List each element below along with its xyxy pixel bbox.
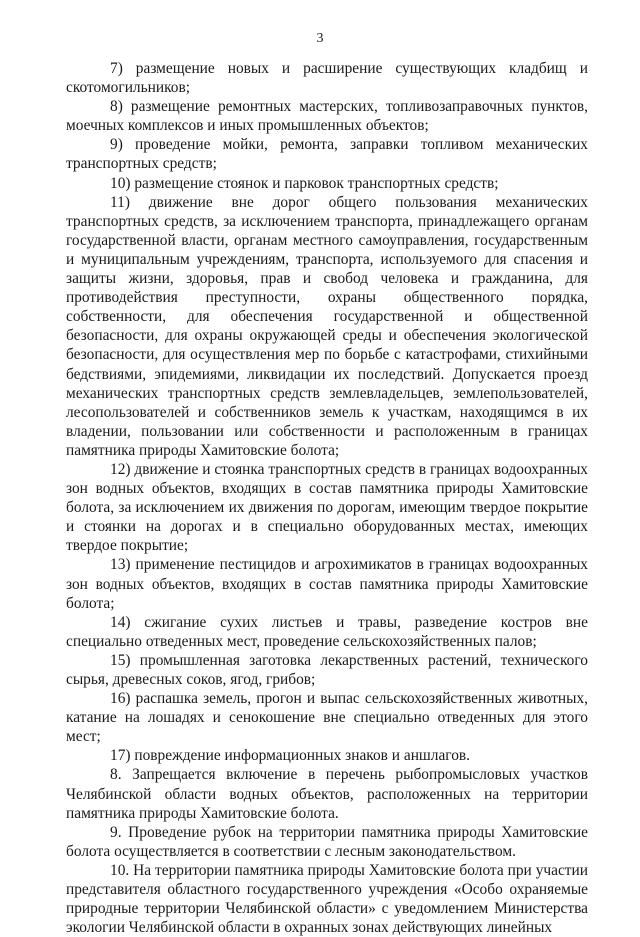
paragraph-item-7: 7) размещение новых и расширение существующих кладбищ и скотомогильников; [66,60,588,97]
paragraph-clause-8: 8. Запрещается включение в перечень рыбопромысловых участков Челябинской области водных объектов, расположенных на территории памятника природы Хамитовские болота. [66,766,588,822]
paragraph-item-15: 15) промышленная заготовка лекарственных растений, технического сырья, древесных соков, ягод, грибов; [66,651,588,688]
paragraph-item-16: 16) распашка земель, прогон и выпас сельскохозяйственных животных, катание на лошадях и сенокошение вне специально отведенных для этого мест; [66,690,588,746]
paragraph-item-13: 13) применение пестицидов и агрохимикатов в границах водоохранных зон водных объектов, входящих в состав памятника природы Хамитовские болота; [66,556,588,612]
paragraph-item-8: 8) размещение ремонтных мастерских, топливозаправочных пунктов, моечных комплексов и иных промышленных объектов; [66,98,588,135]
paragraph-item-9: 9) проведение мойки, ремонта, заправки топливом механических транспортных средств; [66,136,588,173]
paragraph-item-10: 10) размещение стоянок и парковок транспортных средств; [110,174,499,192]
page-number: 3 [316,31,324,46]
paragraph-item-12: 12) движение и стоянка транспортных средств в границах водоохранных зон водных объектов, входящих в состав памятника природы Хамитовские болота, за исключением их движения по дорогам, имеющим твердое покрытие и стоянки на дорогах и в специально оборудованных местах, имеющих твердое покрытие; [66,460,588,555]
paragraph-item-14: 14) сжигание сухих листьев и травы, разведение костров вне специально отведенных мест, проведение сельскохозяйственных палов; [66,613,588,650]
paragraph-item-17: 17) повреждение информационных знаков и аншлагов. [110,747,471,765]
document-body [66,59,588,937]
paragraph-clause-9: 9. Проведение рубок на территории памятника природы Хамитовские болота осуществляется в соответствии с лесным законодательством. [66,823,588,860]
paragraph-clause-10: 10. На территории памятника природы Хамитовские болота при участии представителя областного государственного учреждения «Особо охраняемые природные территории Челябинской области» с уведомлением Министерства экологии Челябинской области в охранных зонах действующих линейных [66,861,588,937]
paragraph-item-11: 11) движение вне дорог общего пользования механических транспортных средств, за исключением транспорта, принадлежащего органам государственной власти, органам местного самоуправления, государственным и муниципальным учреждениям, транспорта, используемого для спасения и защиты жизни, здоровья, прав и свобод человека и гражданина, для противодействия преступности, охраны общественного порядка, собственности, для обеспечения государственной и общественной безопасности, для охраны окружающей среды и обеспечения экологической безопасности, для осуществления мер по борьбе с катастрофами, стихийными бедствиями, эпидемиями, ликвидации их последствий. Допускается проезд механических транспортных средств землевладельцев, землепользователей, лесопользователей и собственников земель к участкам, находящимся в их владении, пользовании или собственности и расположенным в границах памятника природы Хамитовские болота; [66,193,588,459]
